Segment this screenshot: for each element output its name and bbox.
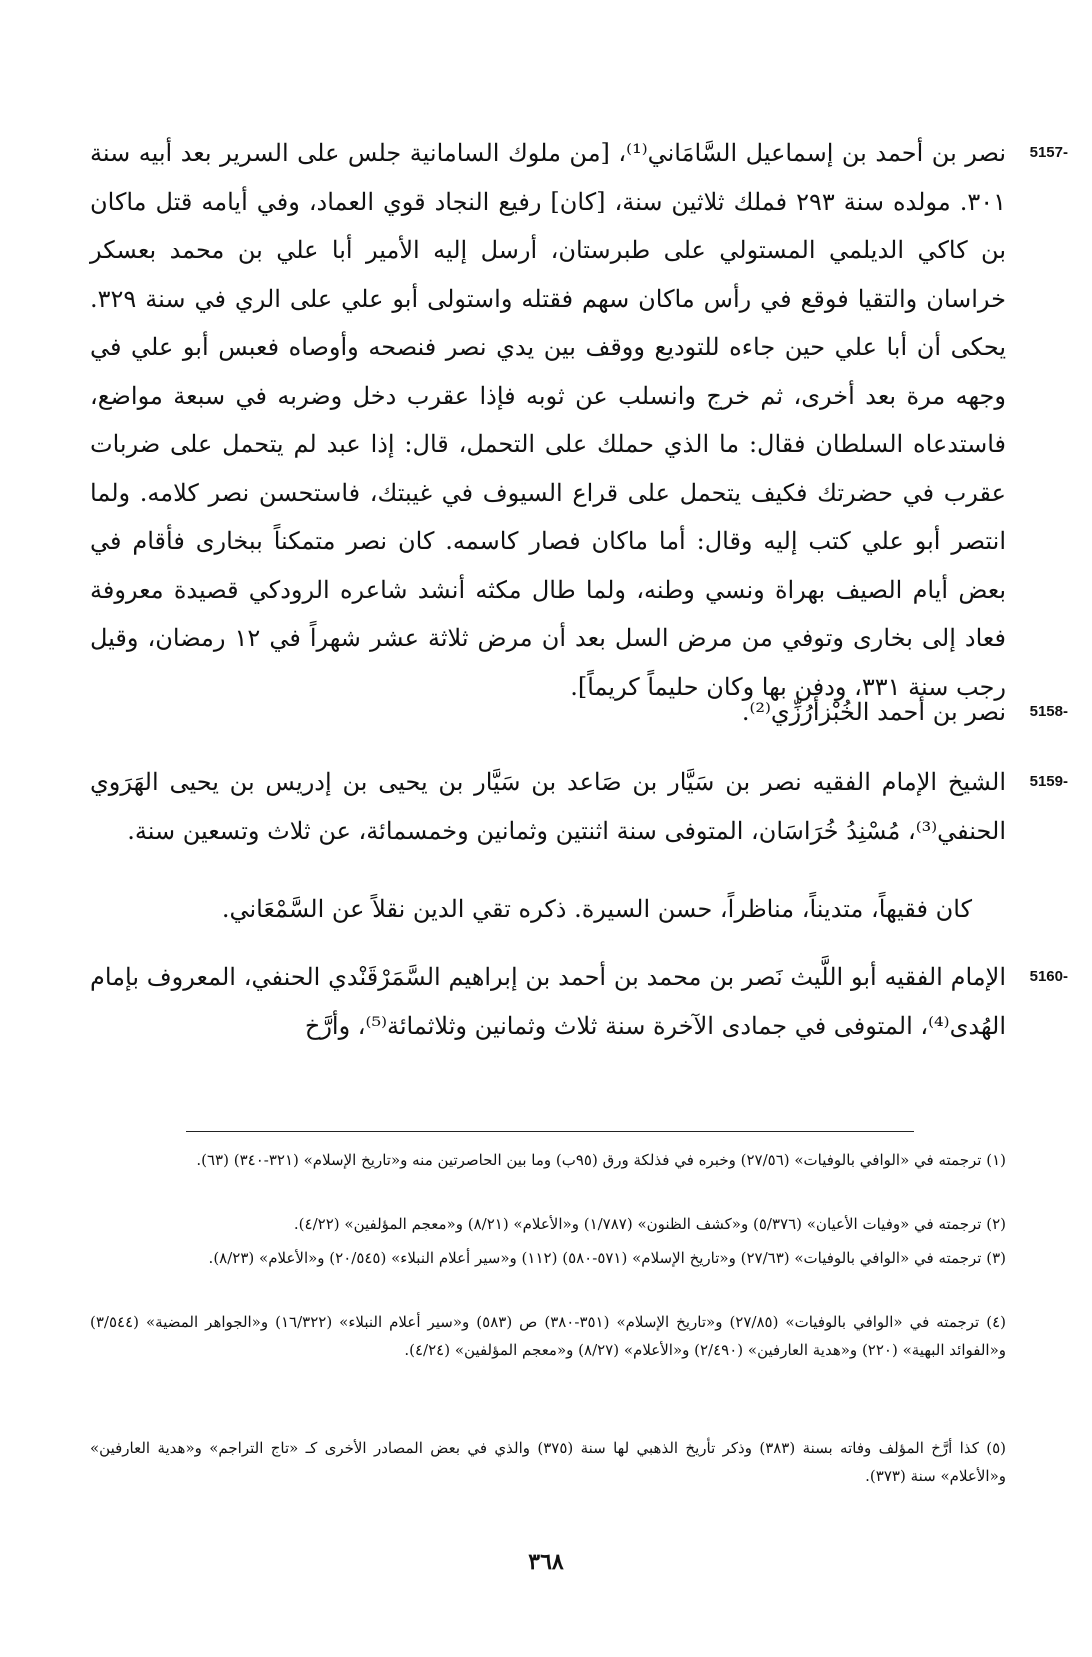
entry-text: الإمام الفقيه أبو اللَّيث نَصر بن محمد بن أحمد بن إبراهيم السَّمَرْقَنْدي الحنفي، المعروف بإمام الهُدى⁽⁴⁾، المتوفى في جمادى الآخرة سنة ثلاث وثمانين وثلاثمائة⁽⁵⁾، وأرَّخ: [90, 963, 1006, 1040]
entry-number: 5157-: [1029, 144, 1068, 161]
footnote-separator: [186, 1131, 914, 1132]
entry-5160: [90, 953, 1068, 1050]
entry-number: 5159-: [1029, 773, 1068, 790]
entry-text: نصر بن أحمد بن إسماعيل السَّامَاني⁽¹⁾، [من ملوك السامانية جلس على السرير بعد أبيه سنة ٣٠١. مولده سنة ٢٩٣ فملك ثلاثين سنة، [كان] رفيع النجاد قوي العماد، وفي أيامه قتل ماكان بن كاكي الديلمي المستولي على طبرستان، أرسل إليه الأمير أبا علي بن محمد بعسكر خراسان والتقيا فوقع في رأس ماكان سهم فقتله واستولى أبو علي على الري في سنة ٣٢٩. يحكى أن أبا علي حين جاءه للتوديع ووقف بين يدي نصر فنصحه وأوصاه فعبس أبو علي في وجهه مرة بعد أخرى، ثم خرج وانسلب عن ثوبه فإذا عقرب دخل وضربه في سبعة مواضع، فاستدعاه السلطان فقال: ما الذي حملك على التحمل، قال: إذا عبد لم يتحمل على ضربات عقرب في حضرتك فكيف يتحمل على قراع السيوف في غيبتك، فاستحسن نصر كلامه. ولما انتصر أبو علي كتب إليه وقال: أما ماكان فصار كاسمه. كان نصر متمكناً ببخارى فأقام في بعض أيام الصيف بهراة ونسي وطنه، ولما طال مكثه أنشد شاعره الرودكي قصيدة معروفة فعاد إلى بخارى وتوفي من مرض السل بعد أن مرض ثلاثة عشر شهراً في ١٢ رمضان، وقيل رجب سنة ٣٣١، ودفن بها وكان حليماً كريماً].: [90, 139, 1007, 701]
footnote-2: (٢) ترجمته في «وفيات الأعيان» (٥/٣٧٦) و«كشف الظنون» (١/٧٨٧) و«الأعلام» (٨/٢١) و«معجم المؤلفين» (٤/٢٢).: [293, 1215, 1006, 1233]
entry-number: 5160-: [1029, 968, 1068, 985]
entry-number: 5158-: [1029, 703, 1068, 720]
footnote-3: (٣) ترجمته في «الوافي بالوفيات» (٢٧/٦٣) و«تاريخ الإسلام» (٥٧١-٥٨٠) (١١٢) و«سير أعلام النبلاء» (٢٠/٥٤٥) و«الأعلام» (٨/٢٣).: [208, 1249, 1006, 1267]
entry-5157: [90, 129, 1068, 711]
footnote-5: (٥) كذا أرَّخ المؤلف وفاته بسنة (٣٨٣) وذكر تأريخ الذهبي لها سنة (٣٧٥) والذي في بعض المصادر الأخرى كـ «تاج التراجم» و«هدية العارفين» و«الأعلام» سنة (٣٧٣).: [90, 1439, 1007, 1485]
entry-text: الشيخ الإمام الفقيه نصر بن سَيَّار بن صَاعد بن سَيَّار بن يحيى بن إدريس بن يحيى الهَرَوي الحنفي⁽³⁾، مُسْنِدُ خُرَاسَان، المتوفى سنة اثنتين وثمانين وخمسمائة، عن ثلاث وتسعين سنة.: [90, 768, 1006, 845]
footnote-4: (٤) ترجمته في «الوافي بالوفيات» (٢٧/٨٥) و«تاريخ الإسلام» (٣٥١-٣٨٠) ص (٥٨٣) و«سير أعلام النبلاء» (١٦/٣٢٢) و«الجواهر المضية» (٣/٥٤٤) و«الفوائد البهية» (٢٢٠) و«هدية العارفين» (٢/٤٩٠) و«الأعلام» (٨/٢٧) و«معجم المؤلفين» (٤/٢٤).: [90, 1313, 1006, 1359]
entry-text: نصر بن أحمد الخُبْزأَرُزِّي⁽²⁾.: [741, 698, 1006, 726]
footnote-1: (١) ترجمته في «الوافي بالوفيات» (٢٧/٥٦) وخبره في فذلكة ورق (٩٥ب) وما بين الحاصرتين منه و«تاريخ الإسلام» (٣٢١-٣٤٠) (٦٣).: [196, 1151, 1006, 1169]
entry-5158: [90, 688, 1068, 737]
entry-5159: [90, 758, 1068, 855]
entry-5159-paragraph: كان فقيهاً، متديناً، مناظراً، حسن السيرة. ذكره تقي الدين نقلاً عن السَّمْعَاني.: [221, 895, 972, 923]
page-number: ٣٦٨: [528, 1549, 564, 1575]
